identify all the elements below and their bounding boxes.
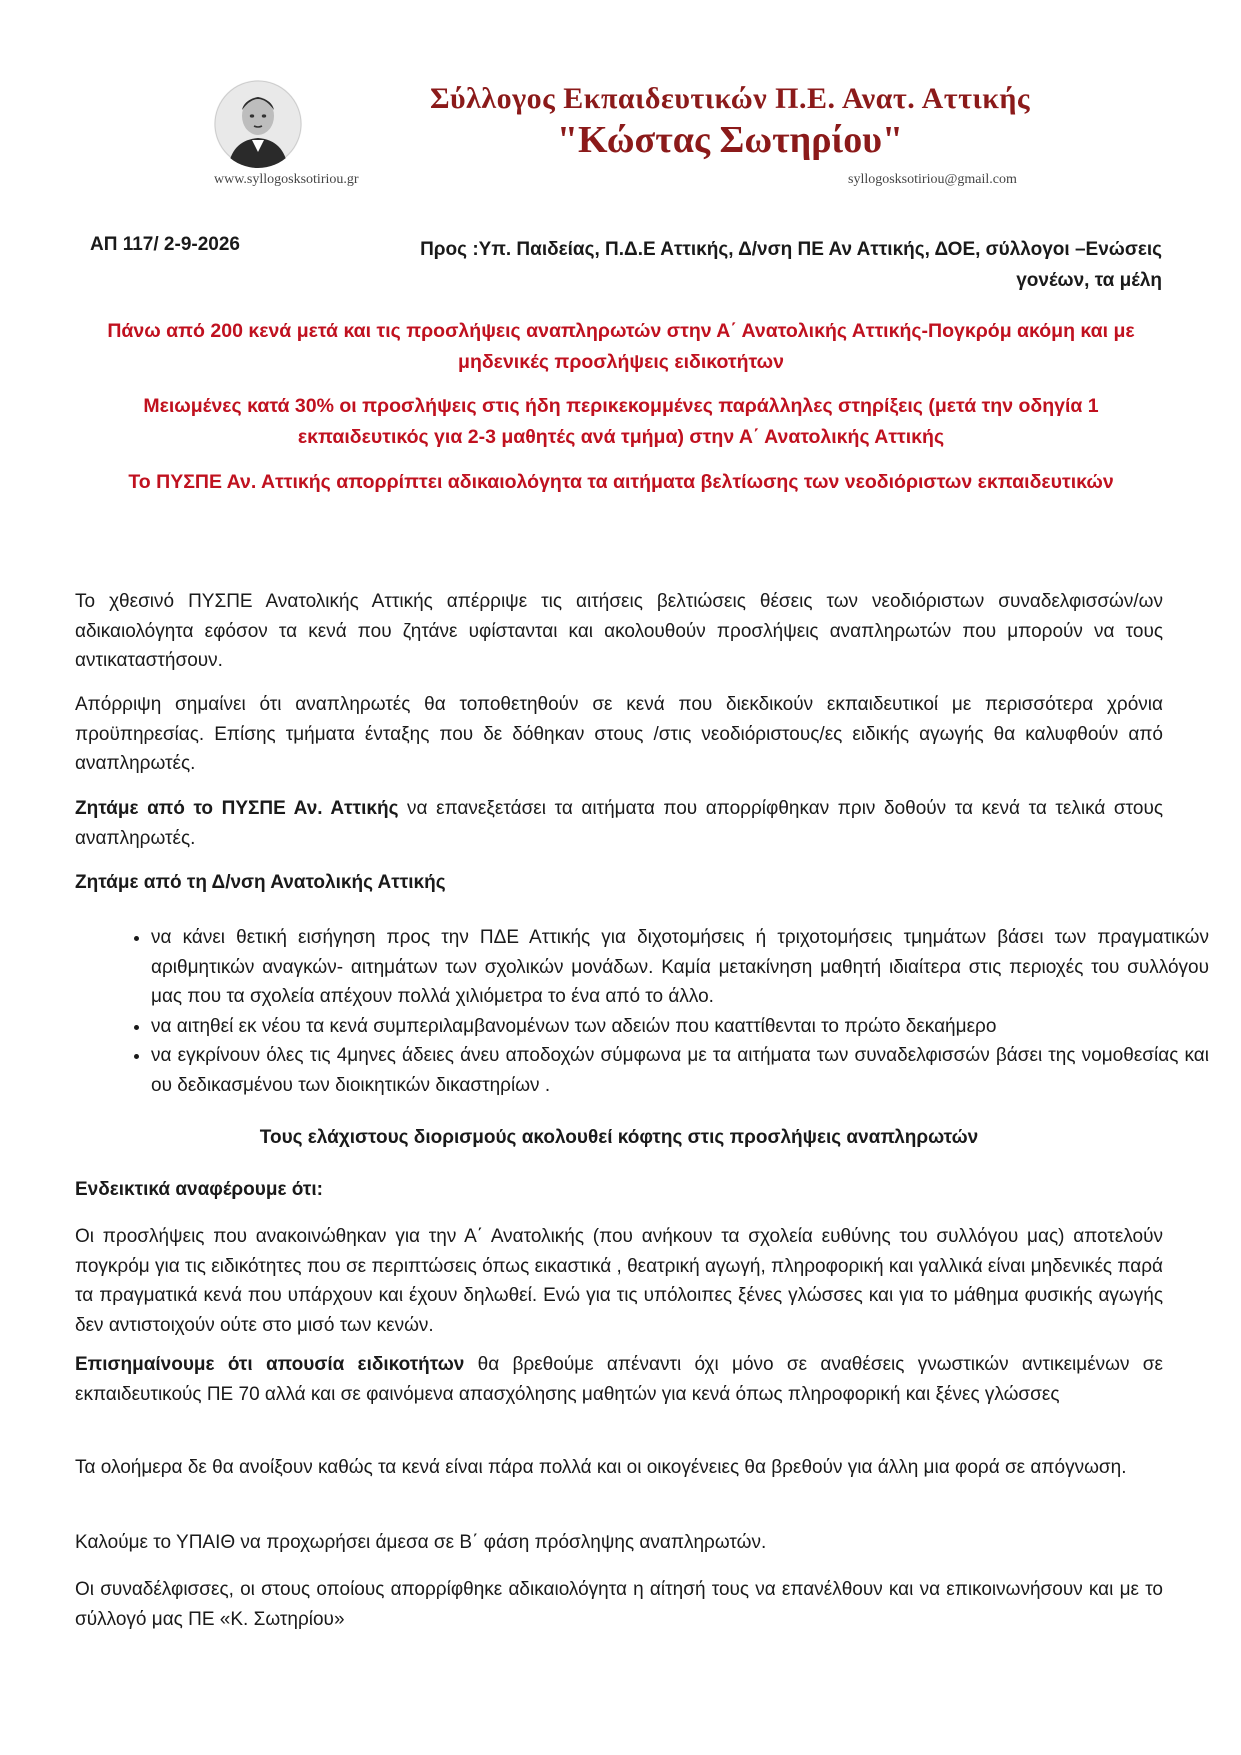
portrait-image — [214, 80, 302, 168]
recipients-line-2: γονέων, τα μέλη — [1016, 270, 1162, 291]
recipients-line-1: Προς :Υπ. Παιδείας, Π.Δ.Ε Αττικής, Δ/νση ΠΕ Αν Αττικής, ΔΟΕ, σύλλογοι –Ενώσεις — [420, 239, 1162, 260]
paragraph-demand-pyspe — [75, 794, 1163, 853]
paragraph-indicative — [75, 1175, 1163, 1205]
paragraph-consequence: Απόρριψη σημαίνει ότι αναπληρωτές θα τοποθετηθούν σε κενά που διεκδικούν εκπαιδευτικοί με περισσότερα χρόνια προϋπηρεσίας. Επίσης τμήματα ένταξης που δε δόθηκαν στους /στις νεοδιόριστους/ες ειδικής αγωγής θα καλυφθούν από αναπληρωτές. — [75, 694, 1163, 774]
headline-1: Πάνω από 200 κενά μετά και τις προσλήψεις αναπληρωτών στην Α΄ Ανατολικής Αττικής-Πογκρόμ ακόμη και με μηδενικές προσλήψεις ειδικοτήτων — [107, 320, 1135, 373]
headline-2: Μειωμένες κατά 30% οι προσλήψεις στις ήδη περικεκομμένες παράλληλες στηρίξεις (μετά την οδηγία 1 εκπαιδευτικός για 2-3 μαθητές ανά τμήμα) στην Α΄ Ανατολικής Αττικής — [143, 395, 1099, 448]
website-link[interactable]: www.syllogosksotiriou.gr — [214, 172, 359, 187]
org-subtitle: "Κώστας Σωτηρίου" — [556, 119, 904, 161]
reference-number: ΑΠ 117/ 2-9-2026 — [90, 234, 240, 255]
demand-pyspe-bold: Ζητάμε από το ΠΥΣΠΕ Αν. Αττικής — [75, 798, 399, 819]
email-link[interactable]: syllogosksotiriou@gmail.com — [848, 172, 1017, 187]
org-name: Σύλλογος Εκπαιδευτικών Π.Ε. Ανατ. Αττικής — [429, 82, 1031, 115]
list-item: • να κάνει θετική εισήγηση προς την ΠΔΕ Αττικής για διχοτομήσεις ή τριχοτομήσεις τμημάτων βάσει των πραγματικών αριθμητικών αναγκών- αιτημάτων των σχολικών μονάδων. Καμία μετακίνηση μαθητή ιδιαίτερα στις περιοχές του συλλόγου μας που τα σχολεία απέχουν πολλά χιλιόμετρα το ένα από το άλλο. — [151, 923, 1209, 1012]
recipients — [380, 234, 1162, 296]
paragraph-specialties — [75, 1350, 1163, 1409]
paragraph-hirings: Οι προσλήψεις που ανακοινώθηκαν για την Α΄ Ανατολικής (που ανήκουν τα σχολεία ευθύνης του συλλόγου μας) αποτελούν πογκρόμ για τις ειδικότητες που σε περιπτώσεις όπως εικαστικά , θεατρική αγωγή, πληροφορική και γαλλικά είναι μηδενικές παρά τα πραγματικά κενά που υπάρχουν και έχουν δηλωθεί. Ενώ για τις υπόλοιπες ξένες γλώσσες και για το μάθημα φυσικής αγωγής δεν αντιστοιχούν ούτε στο μισό των κενών. — [75, 1226, 1163, 1336]
list-item: • να εγκρίνουν όλες τις 4μηνες άδειες άνευ αποδοχών σύμφωνα με τα αιτήματα των συναδελφισσών βάσει της νομοθεσίας και ου δεδικασμένου των διοικητικών δικαστηρίων . — [151, 1041, 1209, 1100]
paragraph-demand-directorate — [75, 868, 1163, 898]
specialties-rest: θα βρεθούμε απέναντι όχι μόνο σε αναθέσεις γνωστικών αντικειμένων σε εκπαιδευτικούς ΠΕ 70 αλλά και σε φαινόμενα απασχόλησης μαθητών για κενά όπως πληροφορική και ξένες γλώσσες — [75, 1354, 1163, 1405]
paragraph-all-day: Τα ολοήμερα δε θα ανοίξουν καθώς τα κενά είναι πάρα πολλά και οι οικογένειες θα βρεθούν για άλλη μια φορά σε απόγνωση. — [75, 1457, 1127, 1478]
request-list — [105, 923, 1209, 1100]
specialties-bold: Επισημαίνουμε ότι απουσία ειδικοτήτων — [75, 1354, 465, 1375]
headline-3: Το ΠΥΣΠΕ Αν. Αττικής απορρίπτει αδικαιολόγητα τα αιτήματα βελτίωσης των νεοδιόριστων εκπαιδευτικών — [128, 471, 1114, 493]
list-item: • να αιτηθεί εκ νέου τα κενά συμπεριλαμβανομένων των αδειών που κααττίθενται το πρώτο δεκαήμερο — [151, 1012, 1209, 1042]
paragraph-rejection: Το χθεσινό ΠΥΣΠΕ Ανατολικής Αττικής απέρριψε τις αιτήσεις βελτιώσεις θέσεις των νεοδιόριστων συναδελφισσών/ων αδικαιολόγητα εφόσον τα κενά που ζητάνε υφίστανται και ακολουθούν προσλήψεις αναπληρωτών που μπορούν να τους αντικαταστήσουν. — [75, 591, 1163, 671]
letterhead — [0, 0, 1241, 200]
subheading: Τους ελάχιστους διορισμούς ακολουθεί κόφτης στις προσλήψεις αναπληρωτών — [259, 1127, 979, 1148]
paragraph-contact: Οι συναδέλφισσες, οι στους οποίους απορρίφθηκε αδικαιολόγητα η αίτησή τους να επανέλθουν και να επικοινωνήσουν και με το σύλλογό μας ΠΕ «Κ. Σωτηρίου» — [75, 1579, 1163, 1630]
demand-pyspe-rest: να επανεξετάσει τα αιτήματα που απορρίφθηκαν πριν δοθούν τα κενά τα τελικά στους αναπληρωτές. — [75, 798, 1163, 849]
paragraph-call: Καλούμε το ΥΠΑΙΘ να προχωρήσει άμεσα σε Β΄ φάση πρόσληψης αναπληρωτών. — [75, 1532, 767, 1553]
indicative-bold: Ενδεικτικά αναφέρουμε ότι: — [75, 1179, 323, 1200]
demand-directorate-bold: Ζητάμε από τη Δ/νση Ανατολικής Αττικής — [75, 872, 446, 893]
